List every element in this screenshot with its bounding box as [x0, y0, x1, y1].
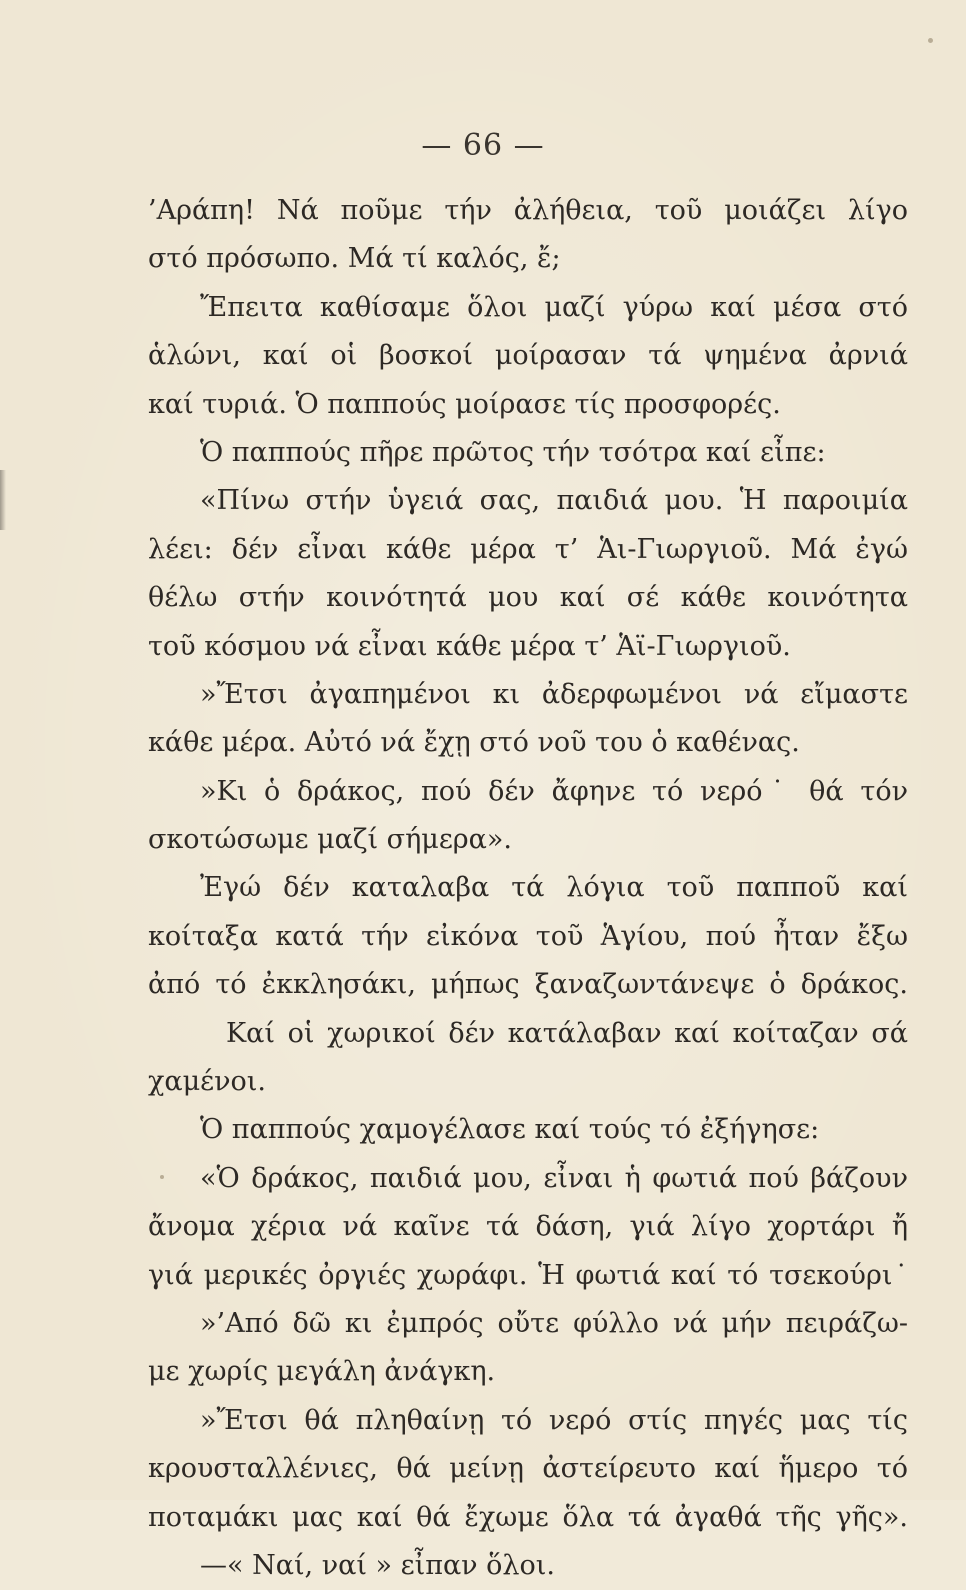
text-line: κοίταξα κατά τήν εἰκόνα τοῦ Ἁγίου, πού ἦταν ἔξω — [148, 920, 908, 952]
text-line: «Πίνω στήν ὑγειά σας, παιδιά μου. Ἡ παροιμία — [200, 485, 908, 517]
text-line: »’Από δῶ κι ἐμπρός οὔτε φύλλο νά μήν πειράζω- — [200, 1307, 908, 1339]
text-line: —« Ναί, ναί » εἶπαν ὅλοι. — [200, 1549, 555, 1581]
text-line: »Κι ὁ δράκος, πού δέν ἄφηνε τό νερό˙ θά τόν — [200, 775, 908, 807]
body-text — [148, 187, 908, 1590]
text-line: με χωρίς μεγάλη ἀνάγκη. — [148, 1356, 496, 1388]
text-line: κάθε μέρα. Αὐτό νά ἔχῃ στό νοῦ του ὁ καθένας. — [148, 727, 800, 759]
text-line: λέει: δέν εἶναι κάθε μέρα τ’ Ἁι-Γιωργιοῦ. Μά ἐγώ — [148, 533, 908, 565]
text-line: ποταμάκι μας καί θά ἔχωμε ὅλα τά ἀγαθά τῆς γῆς». — [148, 1501, 908, 1533]
page-edge-shadow — [0, 470, 6, 530]
text-line: ἄνομα χέρια νά καῖνε τά δάση, γιά λίγο χορτάρι ἤ — [148, 1211, 908, 1243]
text-line: Ὁ παππούς χαμογέλασε καί τούς τό ἐξήγησε: — [200, 1114, 820, 1146]
text-line: Καί οἱ χωρικοί δέν κατάλαβαν καί κοίταζαν σά — [226, 1017, 908, 1049]
text-line: Ἔπειτα καθίσαμε ὅλοι μαζί γύρω καί μέσα στό — [200, 291, 908, 323]
text-line: χαμένοι. — [148, 1066, 266, 1098]
paper-speck — [928, 38, 933, 43]
text-line: καί τυριά. Ὁ παππούς μοίρασε τίς προσφορές. — [148, 388, 781, 420]
text-line: θέλω στήν κοινότητά μου καί σέ κάθε κοινότητα — [148, 582, 908, 614]
text-line: στό πρόσωπο. Μά τί καλός, ἔ; — [148, 243, 561, 275]
text-line: ἀπό τό ἐκκλησάκι, μήπως ξαναζωντάνεψε ὁ δράκος. — [148, 969, 908, 1001]
text-line: »Ἔτσι θά πληθαίνῃ τό νερό στίς πηγές μας τίς — [200, 1404, 908, 1436]
text-line: »Ἔτσι ἀγαπημένοι κι ἀδερφωμένοι νά εἴμαστε — [200, 678, 908, 710]
text-line: Ὁ παππούς πῆρε πρῶτος τήν τσότρα καί εἶπε: — [200, 436, 826, 468]
text-line: ἁλώνι, καί οἱ βοσκοί μοίρασαν τά ψημένα ἀρνιά — [148, 340, 908, 372]
text-line: γιά μερικές ὀργιές χωράφι. Ἡ φωτιά καί τό τσεκούρι˙ — [148, 1259, 908, 1291]
text-line: σκοτώσωμε μαζί σήμερα». — [148, 824, 513, 856]
text-line: κρουσταλλένιες, θά μείνῃ ἀστείρευτο καί ἥμερο τό — [148, 1453, 908, 1485]
text-line: τοῦ κόσμου νά εἶναι κάθε μέρα τ’ Ἁϊ-Γιωργιοῦ. — [148, 630, 791, 662]
text-line: «Ὁ δράκος, παιδιά μου, εἶναι ἡ φωτιά πού βάζουν — [200, 1162, 908, 1194]
page-number: — 66 — — [421, 128, 545, 163]
text-line: ’Αράπη! Νά ποῦμε τήν ἀλήθεια, τοῦ μοιάζει λίγο — [148, 195, 908, 226]
text-line: Ἐγώ δέν καταλαβα τά λόγια τοῦ παπποῦ καί — [200, 872, 908, 904]
